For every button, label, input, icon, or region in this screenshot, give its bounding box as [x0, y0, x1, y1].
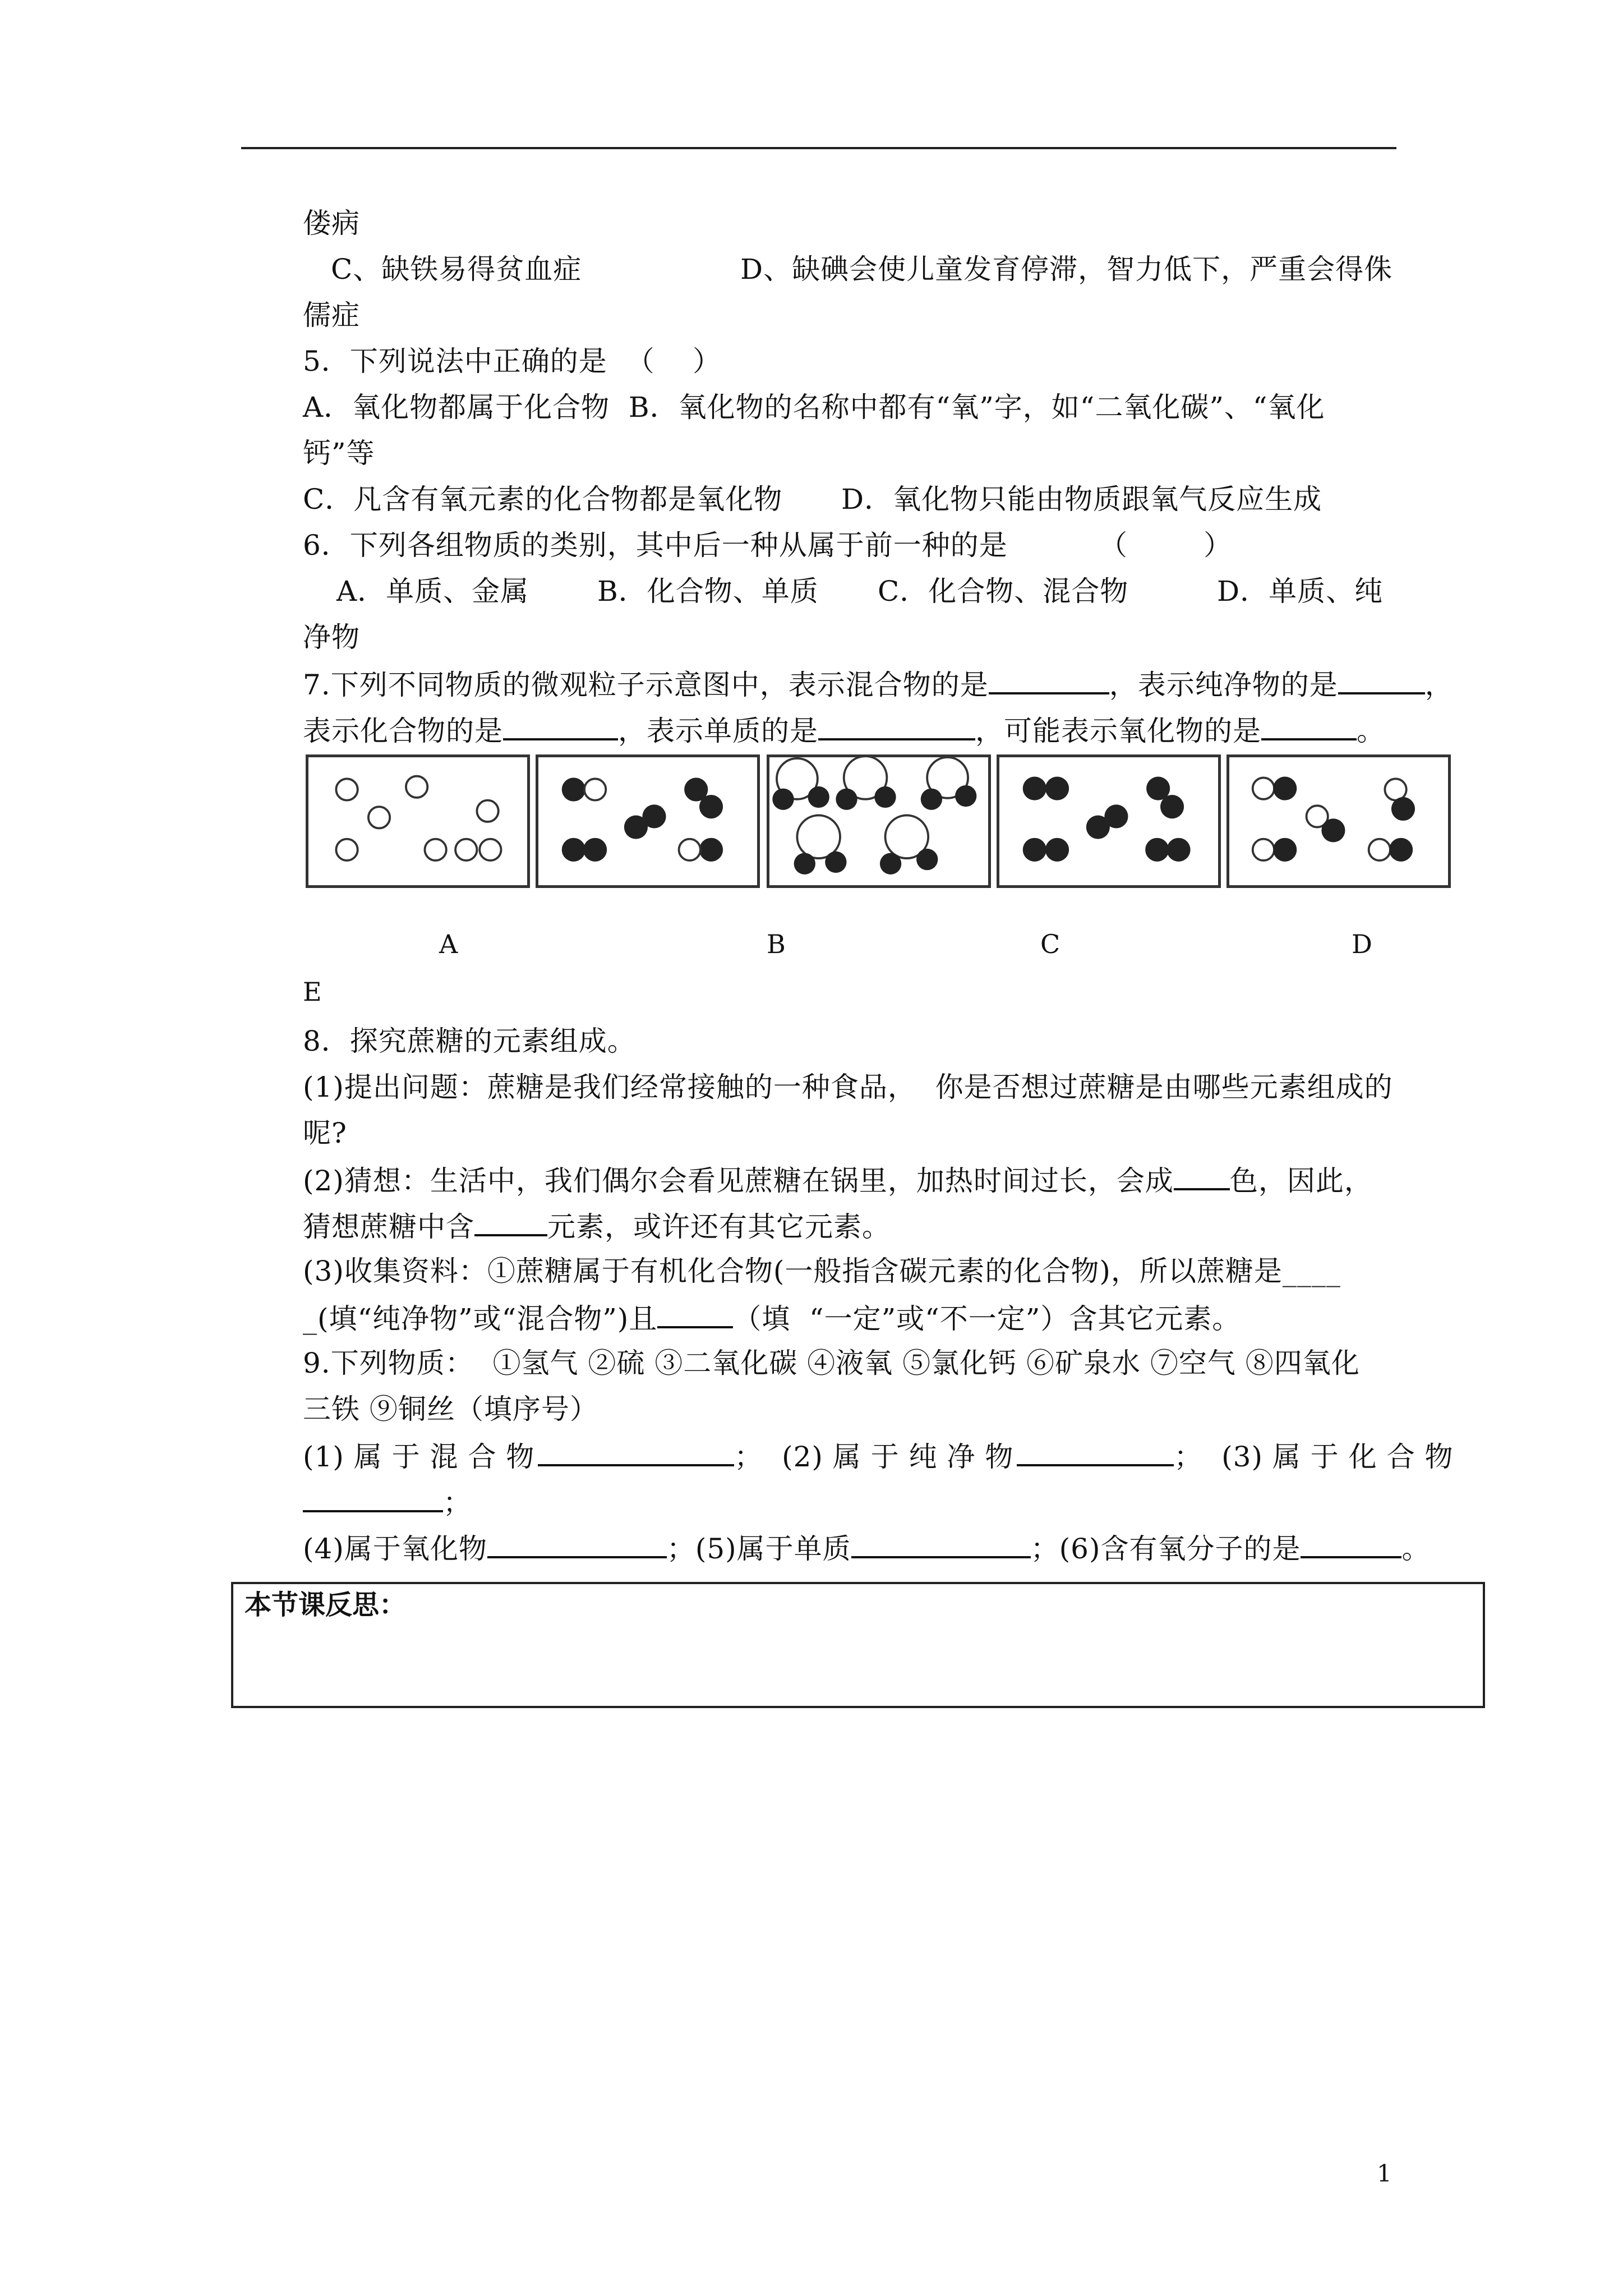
question-6: 6．下列各组物质的类别，其中后一种从属于前一种的是: [303, 529, 1008, 562]
q6-option-d-cont: 净物: [303, 621, 360, 654]
q9-parts-4-6: (4)属于氧化物 ；(5)属于单质 ；(6)含有氧分子的是 。: [303, 1530, 1430, 1566]
question-7-line2: 表示化合物的是 ，表示单质的是 ，可能表示氧化物的是 。: [303, 712, 1385, 748]
q8-part-1: (1)提出问题：蔗糖是我们经常接触的一种食品， 你是否想过蔗糖是由哪些元素组成的: [303, 1071, 1393, 1103]
question-9-cont: 三铁 ⑨铜丝（填序号）: [303, 1393, 598, 1425]
answer-blank[interactable]: [1261, 712, 1357, 740]
figure-label-b: B: [767, 929, 786, 959]
answer-blank[interactable]: [487, 1530, 667, 1558]
figure-label-c: C: [1040, 929, 1061, 959]
question-5: 5．下列说法中正确的是 （ ）: [303, 345, 722, 378]
question-8: 8．探究蔗糖的元素组成。: [303, 1025, 636, 1057]
text-line: 儒症: [303, 299, 360, 332]
q8-part-1-cont: 呢?: [303, 1117, 347, 1149]
answer-blank[interactable]: [503, 712, 618, 740]
particle-diagram-row: [306, 754, 1478, 895]
question-7-line1: 7.下列不同物质的微观粒子示意图中，表示混合物的是 ，表示纯净物的是 ，: [303, 666, 1454, 702]
particle-diagram-b-graphic: [538, 757, 757, 885]
q5-option-c: C．凡含有氧元素的化合物都是氧化物: [303, 483, 783, 516]
header-rule: [241, 147, 1396, 149]
option-c: C、缺铁易得贫血症: [331, 253, 582, 286]
q9-part-3-cont: ；: [303, 1484, 472, 1520]
particle-diagram-d: [997, 754, 1221, 888]
answer-blank[interactable]: [1174, 1162, 1230, 1190]
q8-part-3-cont: _(填“纯净物”或“混合物”)且 （填 “一定”或“不一定”）含其它元素。: [303, 1300, 1241, 1336]
answer-blank[interactable]: [657, 1300, 733, 1328]
option-d: D、缺碘会使儿童发育停滞，智力低下，严重会得侏: [740, 253, 1393, 286]
q9-parts-1-3: (1) 属 于 混 合 物 ； (2) 属 于 纯 净 物 ； (3) 属 于 化 合 物: [303, 1438, 1453, 1474]
q6-option-d: D．单质、纯: [1217, 575, 1384, 608]
q6-option-c: C．化合物、混合物: [878, 575, 1129, 608]
particle-diagram-c-graphic: [769, 757, 988, 885]
q6-answer-paren: （ ）: [1099, 529, 1233, 562]
q8-part-3: (3)收集资料：①蔗糖属于有机化合物(一般指含碳元素的化合物)，所以蔗糖是____: [303, 1255, 1341, 1287]
q6-option-a: A．单质、金属: [336, 575, 529, 608]
q5-options-ab: A．氧化物都属于化合物 B．氧化物的名称中都有“氧”字，如“二氧化碳”、“氧化: [303, 391, 1325, 424]
answer-blank[interactable]: [851, 1530, 1031, 1558]
answer-blank[interactable]: [818, 712, 975, 740]
text-line: 偻病: [303, 207, 360, 240]
q5-option-d: D．氧化物只能由物质跟氧气反应生成: [841, 483, 1322, 516]
answer-blank[interactable]: [989, 666, 1109, 694]
question-9: 9.下列物质： ①氢气 ②硫 ③二氧化碳 ④液氧 ⑤氯化钙 ⑥矿泉水 ⑦空气 ⑧四氧化: [303, 1347, 1360, 1379]
particle-diagram-c: [767, 754, 991, 888]
answer-blank[interactable]: [474, 1208, 547, 1236]
answer-blank[interactable]: [1017, 1438, 1174, 1466]
figure-label-a: A: [439, 929, 458, 959]
q5-options-ab-cont: 钙”等: [303, 437, 375, 470]
particle-diagram-e: [1227, 754, 1451, 888]
reflection-box[interactable]: [231, 1582, 1485, 1708]
particle-diagram-a: [306, 754, 530, 888]
answer-blank[interactable]: [303, 1484, 443, 1512]
q8-part-2-cont: 猜想蔗糖中含 元素，或许还有其它元素。: [303, 1208, 891, 1244]
q6-option-b: B．化合物、单质: [597, 575, 819, 608]
figure-label-d: D: [1352, 929, 1372, 959]
page-number: 1: [1377, 2160, 1392, 2187]
answer-blank[interactable]: [538, 1438, 734, 1466]
particle-diagram-b: [536, 754, 760, 888]
particle-diagram-d-graphic: [999, 757, 1218, 885]
particle-diagram-a-graphic: [308, 757, 527, 885]
answer-blank[interactable]: [1301, 1530, 1401, 1558]
figure-label-e: E: [303, 977, 322, 1007]
reflection-title: 本节课反思：: [245, 1589, 407, 1621]
answer-blank[interactable]: [1338, 666, 1425, 694]
q8-part-2: (2)猜想：生活中，我们偶尔会看见蔗糖在锅里，加热时间过长，会成 色，因此，: [303, 1162, 1373, 1198]
particle-diagram-e-graphic: [1229, 757, 1448, 885]
